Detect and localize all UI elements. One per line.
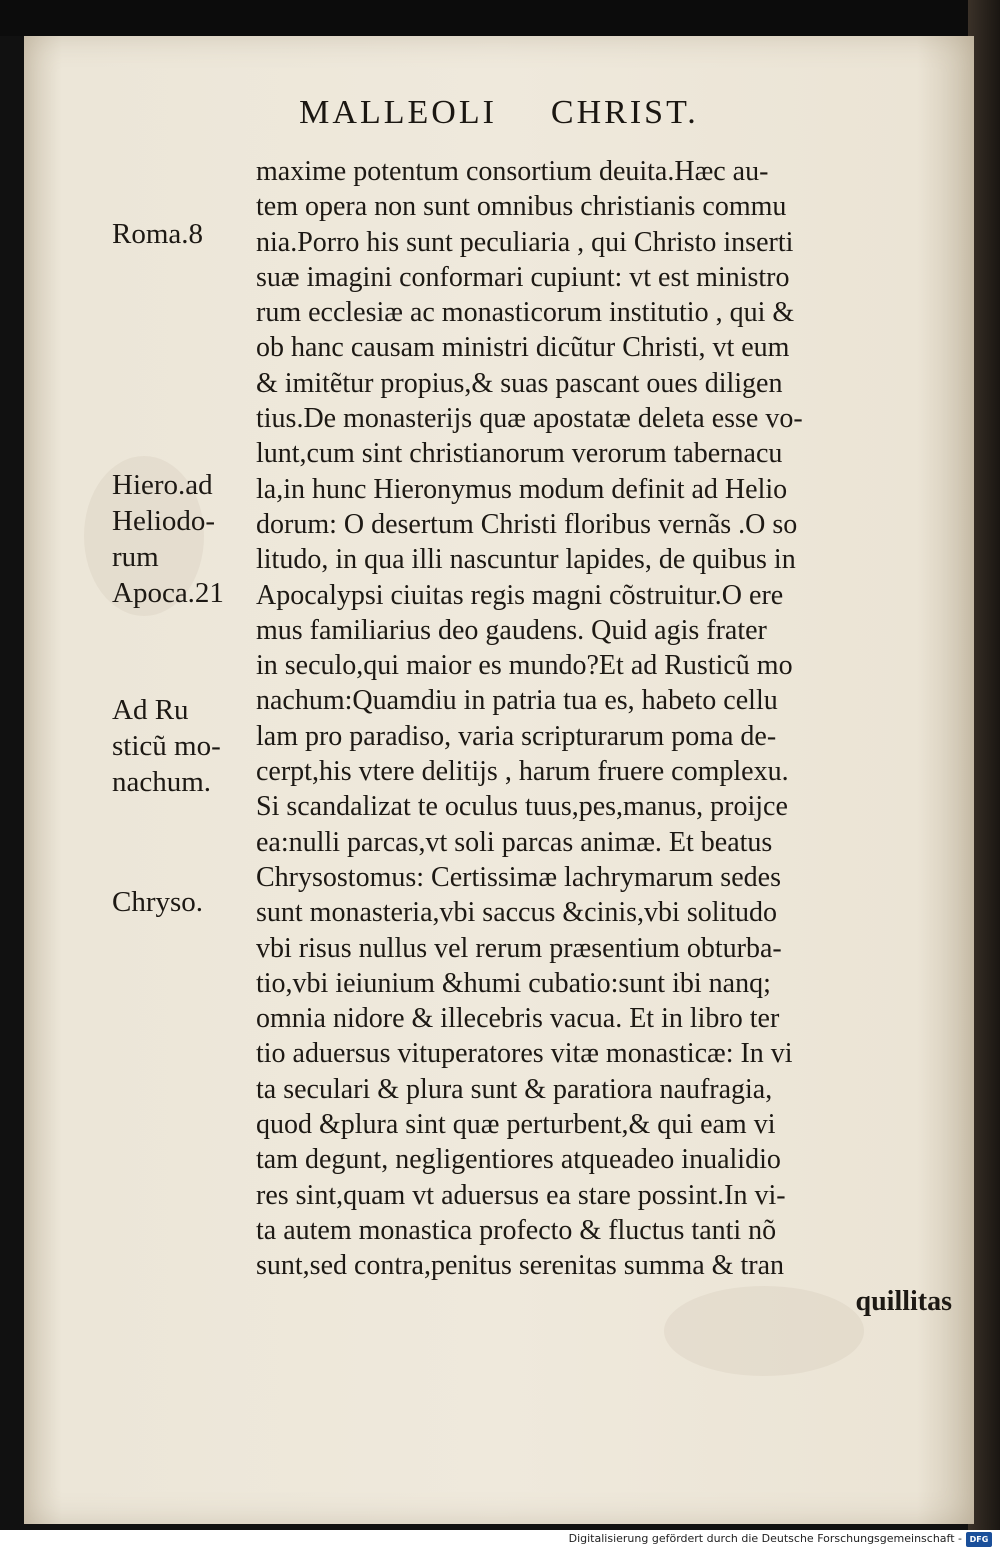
text-line: ea:nulli parcas,vt soli parcas animæ. Et beatus [256, 826, 773, 858]
text-line: sunt monasteria,vbi saccus &cinis,vbi solitudo [256, 897, 778, 929]
marginal-note [112, 884, 252, 920]
text-line: ta autem monastica profecto & fluctus tanti nõ [256, 1214, 777, 1246]
text-line: Chrysostomus: Certissimæ lachrymarum sedes [256, 861, 781, 893]
text-line: nia.Porro his sunt peculiaria , qui Christo inserti [256, 226, 794, 258]
funding-credit: Digitalisierung gefördert durch die Deutsche Forschungsgemeinschaft - [568, 1532, 962, 1545]
running-head-left: MALLEOLI [299, 94, 497, 131]
marginal-note [112, 575, 252, 611]
marginal-note-line: rum [112, 541, 159, 573]
text-line: lam pro paradiso, varia scripturarum poma de- [256, 720, 777, 752]
marginal-note [112, 467, 252, 575]
marginal-note-line: nachum. [112, 766, 212, 798]
text-line: la,in hunc Hieronymus modum definit ad Helio [256, 473, 788, 505]
marginal-note-line: Heliodo- [112, 505, 216, 537]
text-line: in seculo,qui maior es mundo?Et ad Rusticũ mo [256, 650, 793, 682]
marginal-note-line: Chryso. [112, 886, 204, 918]
footer-bar [0, 1530, 1000, 1550]
text-line: litudo, in qua illi nascuntur lapides, de quibus in [256, 544, 796, 576]
running-head-right: CHRIST. [550, 94, 699, 131]
marginal-note [112, 216, 252, 252]
running-head [24, 94, 974, 132]
text-line: tio aduersus vituperatores vitæ monasticæ: In vi [256, 1038, 793, 1070]
text-line: tius.De monasterijs quæ apostatæ deleta esse vo- [256, 403, 803, 435]
body-text [256, 154, 956, 1319]
marginal-note-line: Apoca.21 [112, 577, 224, 609]
text-line: cerpt,his vtere delitijs , harum fruere complexu. [256, 756, 789, 788]
scan-top-edge [0, 0, 1000, 36]
dfg-logo-icon: DFG [966, 1532, 992, 1547]
text-line: quod &plura sint quæ perturbent,& qui eam vi [256, 1109, 776, 1141]
text-line: vbi risus nullus vel rerum præsentium obturba- [256, 932, 782, 964]
marginal-note-line: Hiero.ad [112, 469, 213, 501]
text-line: dorum: O desertum Christi floribus vernãs .O so [256, 508, 798, 540]
text-line: sunt,sed contra,penitus serenitas summa & tran [256, 1250, 784, 1282]
book-page [24, 36, 974, 1524]
marginal-note-line: sticũ mo- [112, 730, 221, 762]
text-line: maxime potentum consortium deuita.Hæc au- [256, 156, 769, 187]
text-line: Apocalypsi ciuitas regis magni cõstruitur.O ere [256, 579, 784, 611]
text-line: ta seculari & plura sunt & paratiora naufragia, [256, 1073, 773, 1105]
text-line: omnia nidore & illecebris vacua. Et in libro ter [256, 1003, 780, 1035]
marginal-note [112, 692, 252, 800]
text-line: & imitẽtur propius,& suas pascant oues diligen [256, 367, 783, 399]
text-line: tio,vbi ieiunium &humi cubatio:sunt ibi nanq; [256, 967, 771, 999]
text-line: nachum:Quamdiu in patria tua es, habeto cellu [256, 685, 778, 717]
text-line: ob hanc causam ministri dicũtur Christi, vt eum [256, 332, 790, 364]
marginal-note-line: Roma.8 [112, 218, 204, 250]
text-line: rum ecclesiæ ac monasticorum institutio , qui & [256, 297, 795, 329]
text-line: Si scandalizat te oculus tuus,pes,manus, proijce [256, 791, 788, 823]
marginal-note-line: Ad Ru [112, 694, 189, 726]
text-line: suæ imagini conformari cupiunt: vt est ministro [256, 261, 790, 293]
text-line: res sint,quam vt aduersus ea stare possint.In vi- [256, 1179, 786, 1211]
text-line: lunt,cum sint christianorum verorum tabernacu [256, 438, 783, 470]
text-line: tam degunt, negligentiores atqueadeo inualidio [256, 1144, 781, 1176]
catchword: quillitas [855, 1285, 952, 1317]
text-line: tem opera non sunt omnibus christianis commu [256, 191, 787, 223]
text-line: mus familiarius deo gaudens. Quid agis frater [256, 614, 767, 646]
